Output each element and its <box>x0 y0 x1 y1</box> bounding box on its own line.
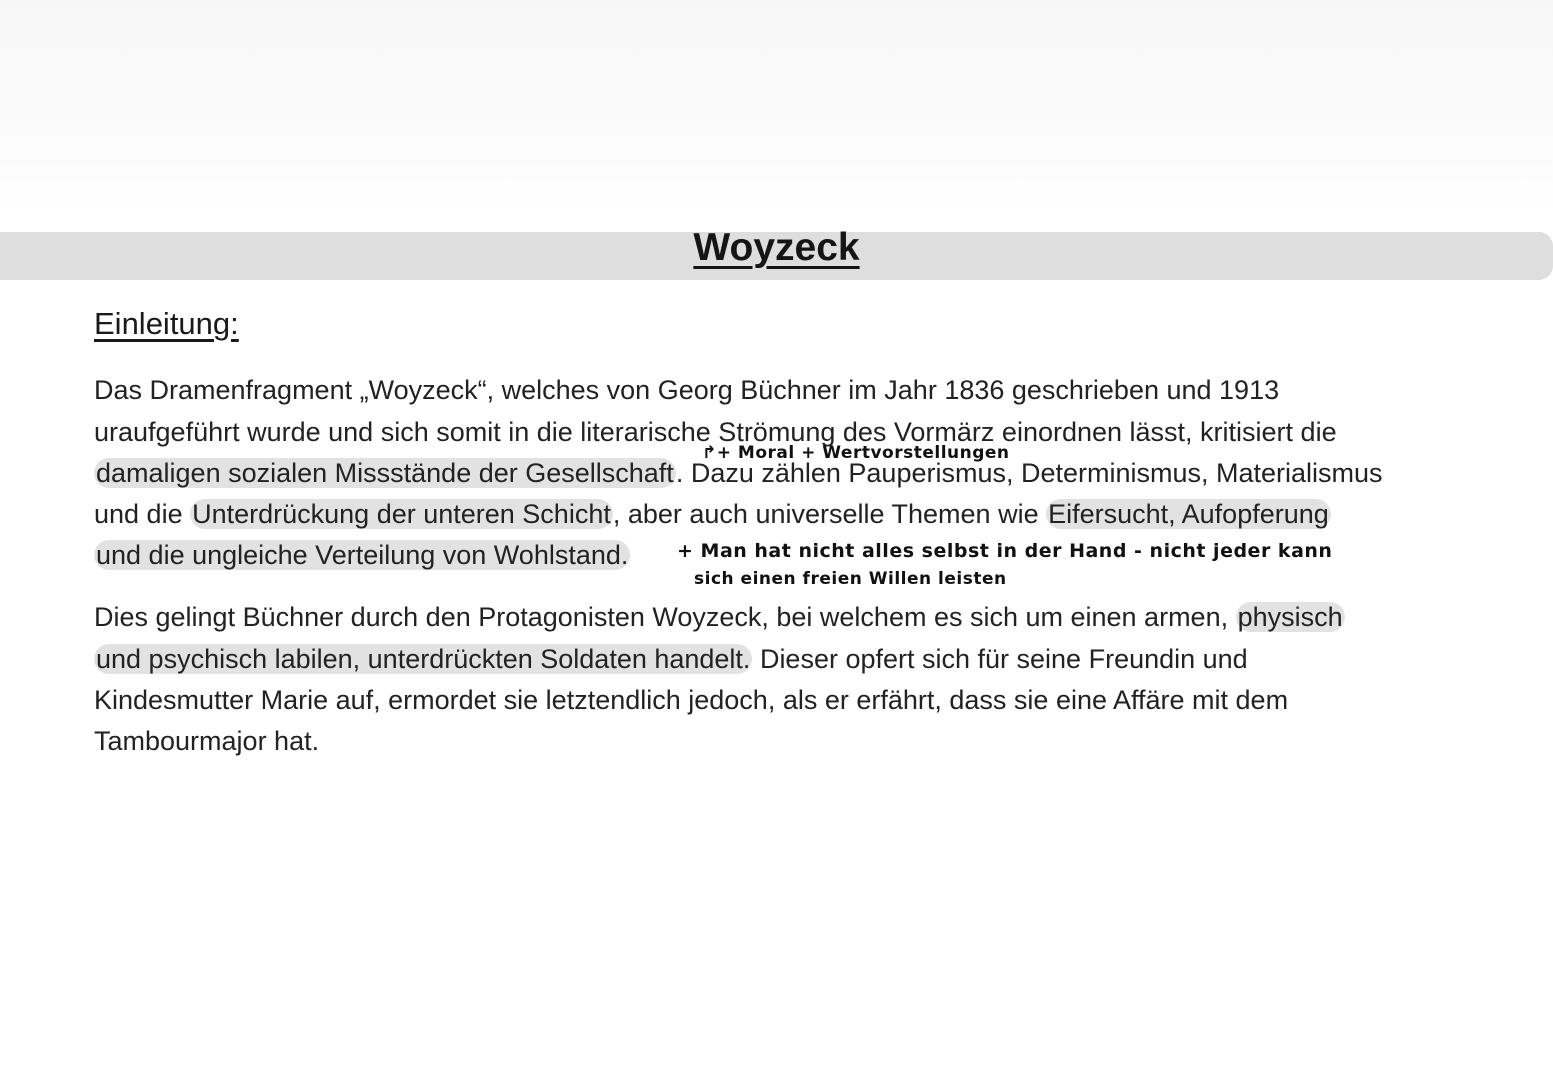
highlighted-text: und psychisch labilen, unterdrückten Soldaten handelt. <box>96 644 751 674</box>
text-line <box>94 538 630 572</box>
highlighted-text: Eifersucht, Aufopferung <box>1048 499 1329 529</box>
text-line <box>94 600 1345 634</box>
text-segment: . Dazu zählen Pauperismus, Determinismus, Materialismus <box>675 458 1383 488</box>
text-line: Tambourmajor hat. <box>94 726 320 756</box>
text-segment: Dies gelingt Büchner durch den Protagonisten Woyzeck, bei welchem es sich um einen armen, <box>94 602 1236 632</box>
handwritten-note-moral: ↱+ Moral + Wertvorstellungen <box>702 443 1010 463</box>
highlighted-text: physisch <box>1237 602 1343 632</box>
handwritten-note-free-will-cont: sich einen freien Willen leisten <box>694 569 1007 589</box>
scan-top-margin <box>0 0 1553 215</box>
text-line: Das Dramenfragment „Woyzeck“, welches von Georg Büchner im Jahr 1836 geschrieben und 1913 <box>94 375 1280 405</box>
text-segment: Dieser opfert sich für seine Freundin und <box>752 644 1248 674</box>
text-line <box>94 497 1331 531</box>
text-line: Kindesmutter Marie auf, ermordet sie letztendlich jedoch, als er erfährt, dass sie eine Affäre mit dem <box>94 685 1289 715</box>
highlighted-text: damaligen sozialen Missstände der Gesellschaft <box>96 458 674 488</box>
section-heading: Einleitung: <box>94 306 239 341</box>
text-line <box>94 642 1248 676</box>
text-segment: , aber auch universelle Themen wie <box>612 499 1047 529</box>
text-segment: und die <box>94 499 191 529</box>
handwritten-note-free-will: + Man hat nicht alles selbst in der Hand - nicht jeder kann <box>677 540 1333 562</box>
text-line: uraufgeführt wurde und sich somit in die literarische Strömung des Vormärz einordnen lässt, kritisiert die <box>94 417 1337 447</box>
highlighted-text: Unterdrückung der unteren Schicht <box>192 499 611 529</box>
page-title: Woyzeck <box>693 226 860 269</box>
highlighted-text: und die ungleiche Verteilung von Wohlstand. <box>96 540 629 570</box>
